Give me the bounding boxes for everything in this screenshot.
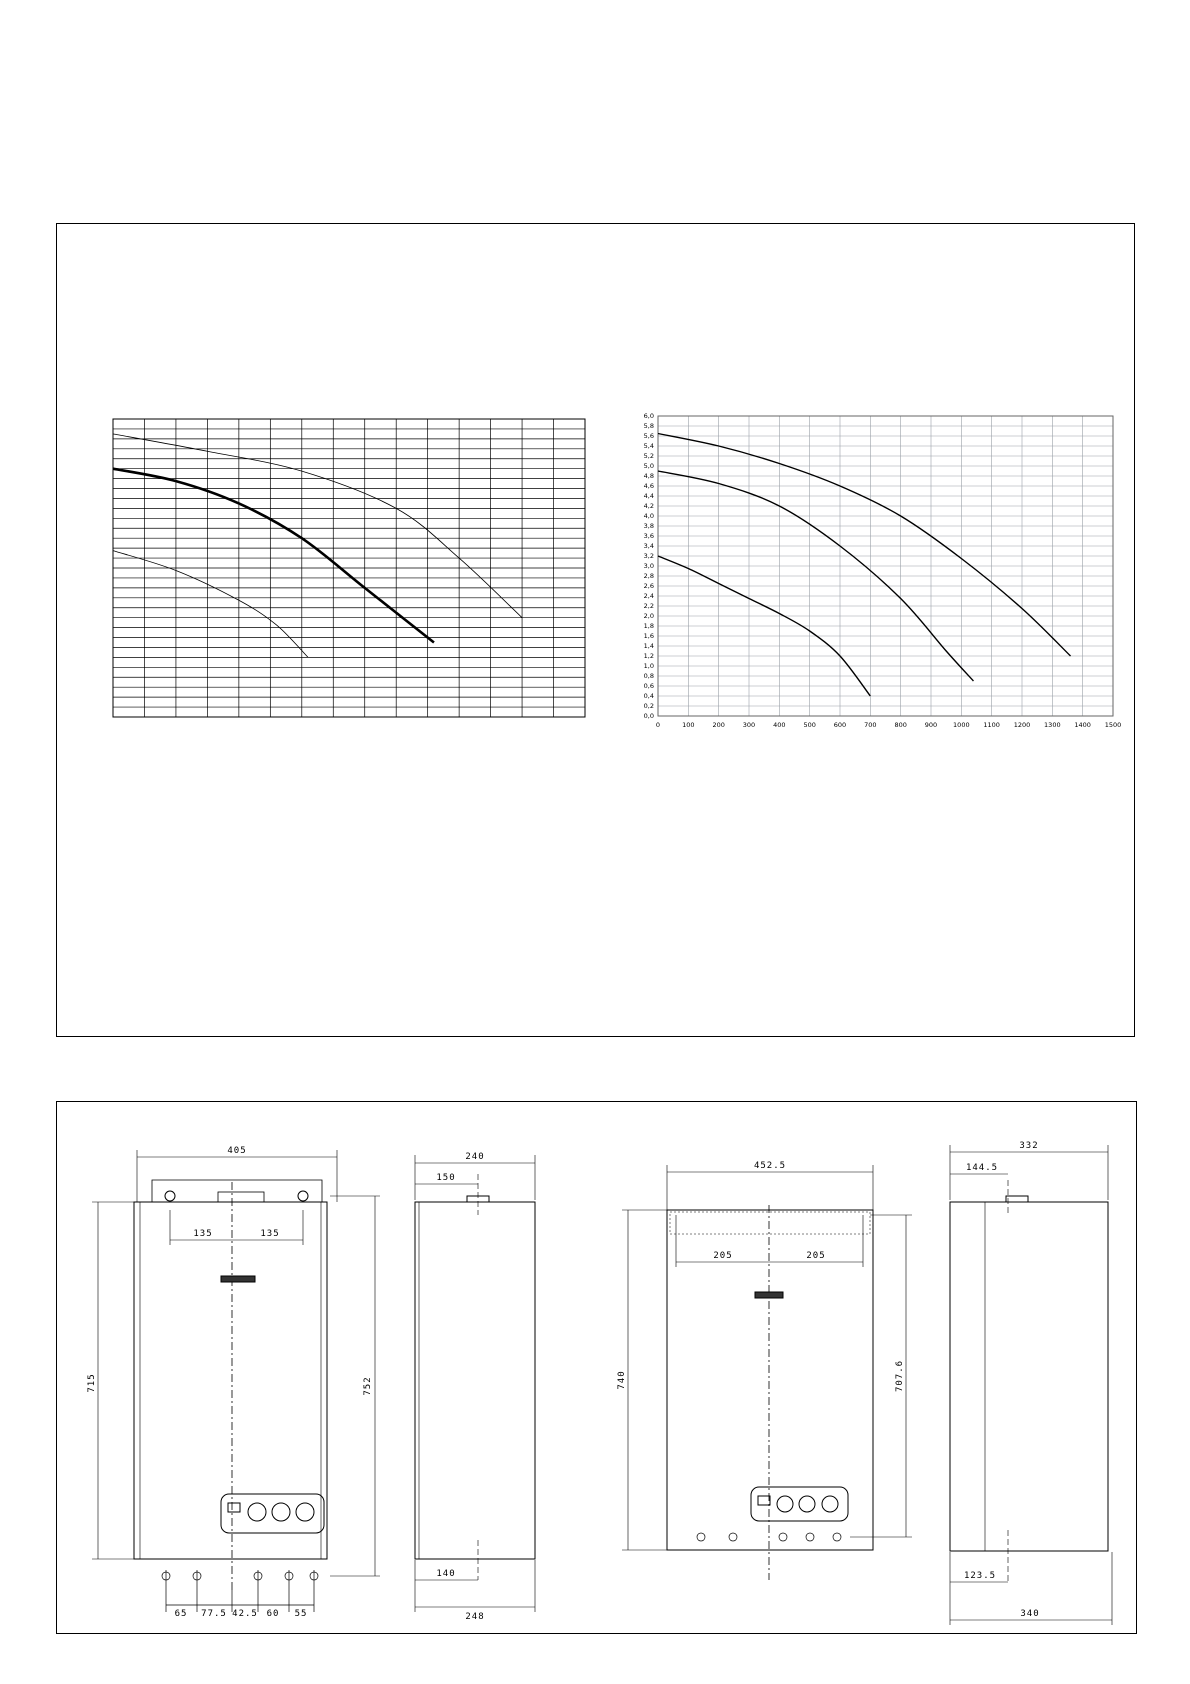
- x-tick-label: 500: [803, 721, 816, 729]
- x-tick-label: 600: [833, 721, 847, 729]
- dim-bottom-1: 65: [174, 1609, 188, 1619]
- mounting-bracket: [152, 1180, 322, 1202]
- dim-half-left-b: 205: [713, 1251, 733, 1261]
- dim-height-total: 752: [363, 1376, 373, 1396]
- dim-half-right: 135: [260, 1229, 280, 1239]
- dim-bottom-2: 77.5: [201, 1609, 227, 1619]
- dim-flue-offset-b: 144.5: [965, 1163, 999, 1173]
- dim-width-top-b: 452.5: [753, 1161, 787, 1171]
- y-tick-label: 5,8: [643, 422, 654, 431]
- dim-bottom-5: 55: [294, 1609, 308, 1619]
- dim-half-right-b: 205: [806, 1251, 826, 1261]
- series-line-1: [658, 434, 1071, 657]
- boiler-body: [134, 1202, 327, 1559]
- front-view-a: [92, 1150, 380, 1612]
- y-tick-label: 2,8: [643, 572, 654, 581]
- x-tick-label: 200: [712, 721, 725, 729]
- x-tick-label: 900: [924, 721, 938, 729]
- hanger-left: [165, 1191, 175, 1201]
- side-body-b: [950, 1202, 1108, 1551]
- x-tick-label: 1300: [1044, 721, 1061, 729]
- y-tick-label: 5,0: [643, 462, 654, 471]
- y-tick-label: 4,8: [643, 472, 654, 481]
- y-tick-label: 1,0: [643, 662, 654, 671]
- y-tick-label: 3,8: [643, 522, 654, 531]
- dim-bottom-3: 42.5: [232, 1609, 258, 1619]
- dim-bottom-offset: 140: [436, 1569, 456, 1579]
- y-tick-label: 5,6: [643, 432, 654, 441]
- y-tick-label: 0,2: [643, 702, 654, 711]
- y-tick-label: 3,6: [643, 532, 654, 541]
- side-view-b: [950, 1145, 1112, 1625]
- dim-depth-bottom-b: 340: [1020, 1609, 1040, 1619]
- x-tick-label: 800: [894, 721, 907, 729]
- dim-depth-top: 240: [465, 1152, 485, 1162]
- dim-depth-top-b: 332: [1019, 1141, 1039, 1151]
- y-tick-label: 2,6: [643, 582, 654, 591]
- y-tick-label: 1,4: [643, 642, 654, 651]
- dim-height-body: 715: [87, 1373, 97, 1393]
- series-line-2: [113, 469, 434, 643]
- y-tick-label: 3,4: [643, 542, 654, 551]
- x-tick-label: 100: [682, 721, 695, 729]
- logo-plate-b: [755, 1292, 783, 1298]
- y-tick-label: 3,0: [643, 562, 654, 571]
- y-tick-label: 0,6: [643, 682, 654, 691]
- y-tick-label: 0,0: [643, 712, 654, 721]
- y-tick-label: 5,4: [643, 442, 654, 451]
- series-line-1: [113, 434, 522, 618]
- x-tick-label: 1500: [1104, 721, 1122, 729]
- y-tick-label: 1,2: [643, 652, 654, 661]
- x-tick-label: 0: [655, 721, 661, 729]
- dim-bottom-offset-b: 123.5: [963, 1571, 997, 1581]
- x-tick-label: 1200: [1013, 721, 1031, 729]
- logo-plate: [221, 1276, 255, 1282]
- y-tick-label: 4,2: [643, 502, 654, 511]
- y-tick-label: 0,4: [643, 692, 654, 701]
- y-tick-label: 1,6: [643, 632, 654, 641]
- y-tick-label: 3,2: [643, 552, 654, 561]
- y-tick-label: 0,8: [643, 672, 654, 681]
- x-tick-label: 1000: [953, 721, 970, 729]
- knob-1: [248, 1503, 266, 1521]
- series-line-3: [113, 551, 308, 658]
- y-tick-label: 2,4: [643, 592, 654, 601]
- side-body: [415, 1202, 535, 1559]
- pump-curve-chart-right: [644, 412, 1122, 729]
- dim-height-body-b: 740: [617, 1370, 627, 1390]
- knob-2: [272, 1503, 290, 1521]
- x-tick-label: 1400: [1074, 721, 1091, 729]
- gauge: [296, 1503, 314, 1521]
- dim-depth-bottom: 248: [465, 1612, 485, 1622]
- x-tick-label: 1100: [983, 721, 1000, 729]
- front-view-b: [622, 1165, 912, 1580]
- pump-curve-chart-left: [113, 419, 585, 717]
- x-tick-label: 700: [864, 721, 877, 729]
- y-tick-label: 4,6: [643, 482, 654, 491]
- y-tick-label: 4,0: [643, 512, 654, 521]
- y-tick-label: 2,0: [643, 612, 654, 621]
- dim-bottom-4: 60: [266, 1609, 280, 1619]
- dim-height-inner-b: 707.6: [895, 1359, 905, 1393]
- dim-half-left: 135: [193, 1229, 213, 1239]
- dim-width-top: 405: [227, 1146, 247, 1156]
- x-tick-label: 300: [742, 721, 756, 729]
- y-tick-label: 4,4: [643, 492, 654, 501]
- y-tick-label: 2,2: [643, 602, 654, 611]
- y-tick-label: 5,2: [643, 452, 654, 461]
- hanger-right: [298, 1191, 308, 1201]
- side-view-a: [415, 1155, 535, 1612]
- x-tick-label: 400: [773, 721, 786, 729]
- y-tick-label: 1,8: [643, 622, 654, 631]
- dim-flue-offset: 150: [436, 1173, 456, 1183]
- y-tick-label: 6,0: [643, 412, 654, 421]
